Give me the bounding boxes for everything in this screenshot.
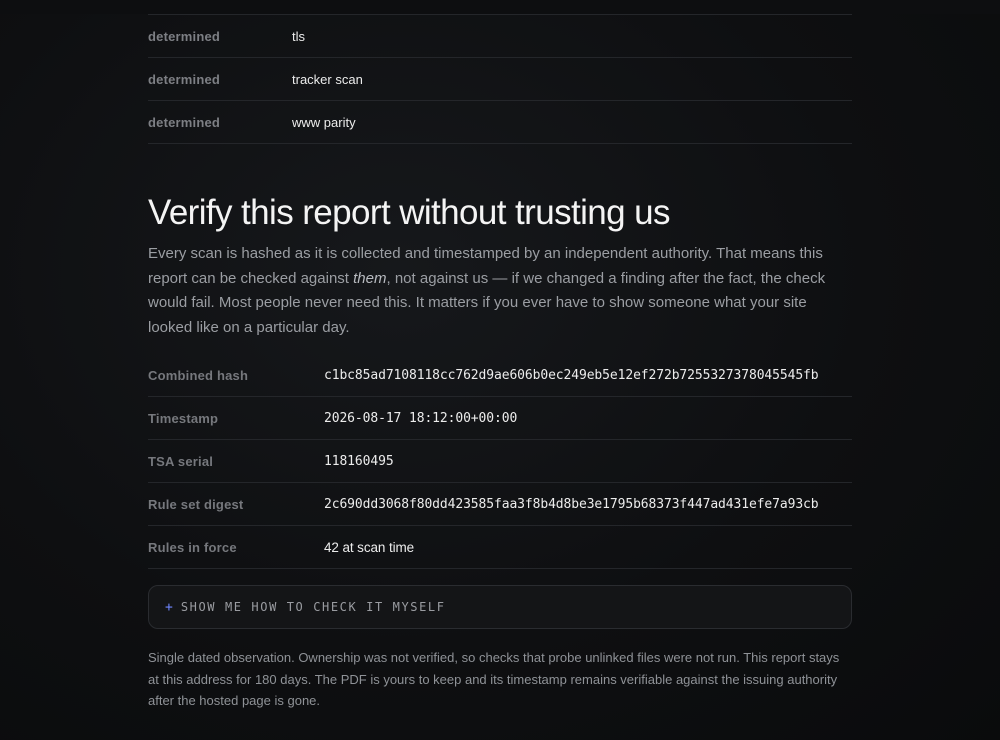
verification-table	[148, 354, 852, 569]
check-status: determined	[148, 71, 221, 87]
intro-text-end: , not against us — if we changed a finding after the fact, the check would fail. Most people never need this. It matters if you ever have to show someone what your site looked like on a particular day.	[148, 269, 826, 336]
timestamp-label: Timestamp	[148, 410, 219, 426]
check-status: determined	[148, 114, 221, 130]
rules-in-force-value: 42 at scan time	[324, 539, 415, 555]
verify-heading: Verify this report without trusting us	[148, 193, 670, 232]
toggle-label: SHOW ME HOW TO CHECK IT MYSELF	[180, 600, 446, 615]
table-row	[148, 440, 852, 483]
table-row	[148, 526, 852, 569]
check-name: tracker scan	[292, 71, 363, 87]
table-row	[148, 354, 852, 397]
show-check-instructions-button[interactable]	[148, 585, 852, 629]
check-status: determined	[148, 28, 221, 44]
combined-hash-label: Combined hash	[148, 367, 249, 383]
table-row	[148, 483, 852, 526]
checks-table	[148, 14, 852, 144]
intro-text-start: Every scan is hashed as it is collected and timestamped by an independent authority. That means this report can be checked against	[148, 245, 823, 287]
intro-emphasis: them	[353, 269, 387, 287]
plus-icon: +	[165, 599, 173, 615]
table-row	[148, 58, 852, 101]
rule-set-digest-value: 2c690dd3068f80dd423585faa3f8b4d8be3e1795b68373f447ad431efe7a93cb	[324, 496, 819, 512]
report-page	[148, 14, 852, 712]
check-name: www parity	[292, 114, 356, 130]
table-row	[148, 101, 852, 144]
rules-in-force-label: Rules in force	[148, 539, 237, 555]
timestamp-value: 2026-08-17 18:12:00+00:00	[324, 410, 518, 426]
combined-hash-value: c1bc85ad7108118cc762d9ae606b0ec249eb5e12ef272b7255327378045545fb	[324, 367, 819, 383]
retention-footnote: Single dated observation. Ownership was not verified, so checks that probe unlinked files were not run. This report stays at this address for 180 days. The PDF is yours to keep and its timestamp remains verifiable against the issuing authority after the hosted page is gone.	[148, 650, 840, 709]
table-row	[148, 397, 852, 440]
tsa-serial-value: 118160495	[324, 453, 394, 469]
table-row	[148, 15, 852, 58]
verify-intro	[148, 242, 852, 340]
tsa-serial-label: TSA serial	[148, 453, 214, 469]
rule-set-digest-label: Rule set digest	[148, 496, 244, 512]
check-name: tls	[292, 28, 305, 44]
